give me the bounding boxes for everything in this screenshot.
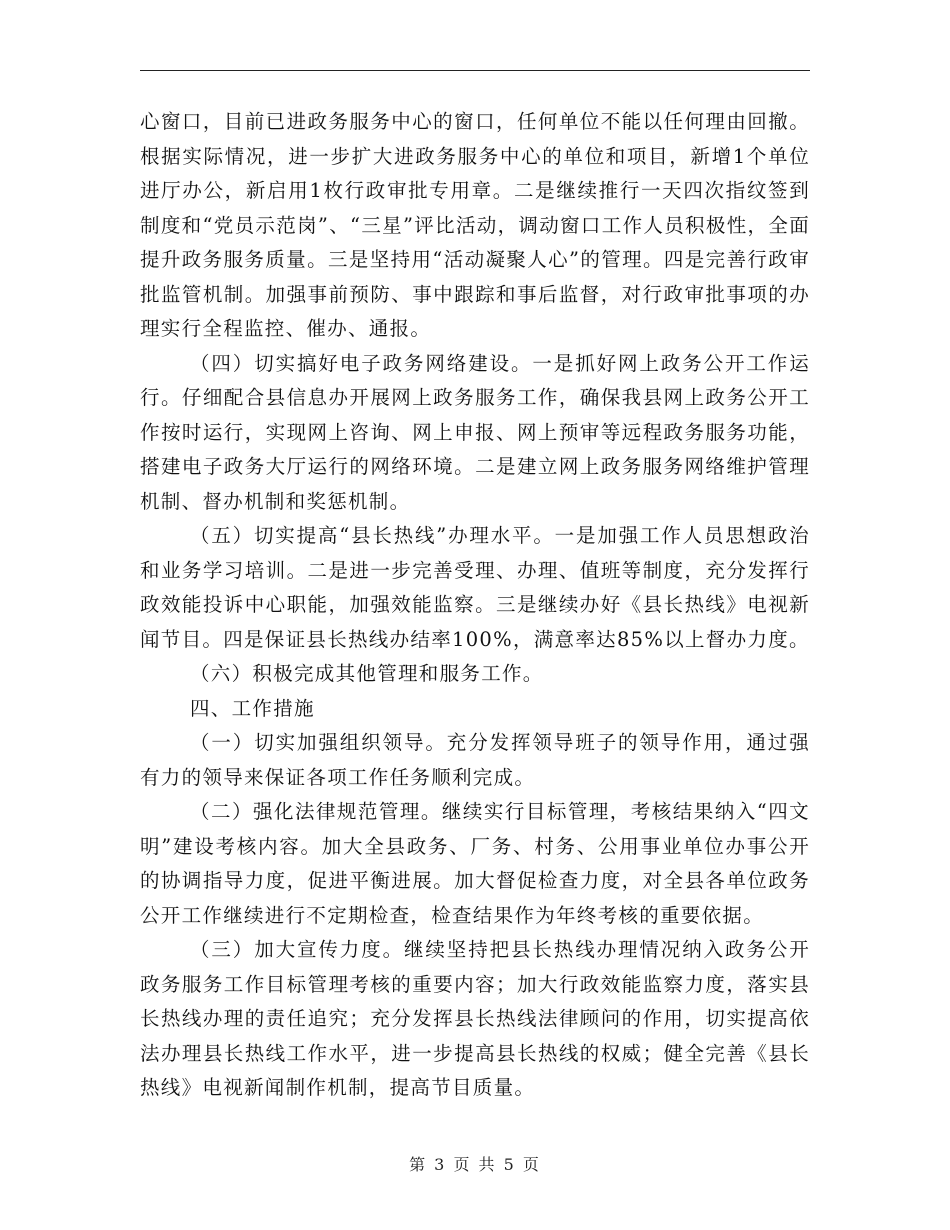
paragraph-section-5: （五）切实提高“县长热线”办理水平。一是加强工作人员思想政治和业务学习培训。二是进一步完善受理、办理、值班等制度，充分发挥行政效能投诉中心职能，加强效能监察。三是继续办好《县长热线》电视新闻节目。四是保证县长热线办结率100%，满意率达85%以上督办力度。 — [140, 524, 810, 651]
paragraph-measure-3: （三）加大宣传力度。继续坚持把县长热线办理情况纳入政务公开政务服务工作目标管理考核的重要内容；加大行政效能监察力度，落实县长热线办理的责任追究；充分发挥县长热线法律顾问的作用，切实提高依法办理县长热线工作水平，进一步提高县长热线的权威；健全完善《县长热线》电视新闻制作机制，提高节目质量。 — [140, 938, 810, 1099]
page-number: 第 3 页 共 5 页 — [409, 1155, 541, 1174]
paragraph-measure-1: （一）切实加强组织领导。充分发挥领导班子的领导作用，通过强有力的领导来保证各项工作任务顺利完成。 — [140, 731, 810, 789]
paragraph-section-6: （六）积极完成其他管理和服务工作。 — [190, 662, 544, 685]
document-body — [140, 105, 810, 1106]
paragraph-section-4: （四）切实搞好电子政务网络建设。一是抓好网上政务公开工作运行。仔细配合县信息办开展网上政务服务工作，确保我县网上政务公开工作按时运行，实现网上咨询、网上申报、网上预审等远程政务服务功能，搭建电子政务大厅运行的网络环境。二是建立网上政务服务网络维护管理机制、督办机制和奖惩机制。 — [140, 351, 810, 513]
heading-work-measures: 四、工作措施 — [190, 696, 315, 720]
paragraph-measure-2: （二）强化法律规范管理。继续实行目标管理，考核结果纳入“四文明”建设考核内容。加大全县政务、厂务、村务、公用事业单位办事公开的协调指导力度，促进平衡进展。加大督促检查力度，对全县各单位政务公开工作继续进行不定期检查，检查结果作为年终考核的重要依据。 — [140, 800, 810, 927]
header-rule — [140, 70, 810, 71]
paragraph-continuation: 心窗口，目前已进政务服务中心的窗口，任何单位不能以任何理由回撤。根据实际情况，进一步扩大进政务服务中心的单位和项目，新增1个单位进厅办公，新启用1枚行政审批专用章。二是继续推行一天四次指纹签到制度和“党员示范岗”、“三星”评比活动，调动窗口工作人员积极性，全面提升政务服务质量。三是坚持用“活动凝聚人心”的管理。四是完善行政审批监管机制。加强事前预防、事中跟踪和事后监督，对行政审批事项的办理实行全程监控、催办、通报。 — [140, 110, 810, 340]
